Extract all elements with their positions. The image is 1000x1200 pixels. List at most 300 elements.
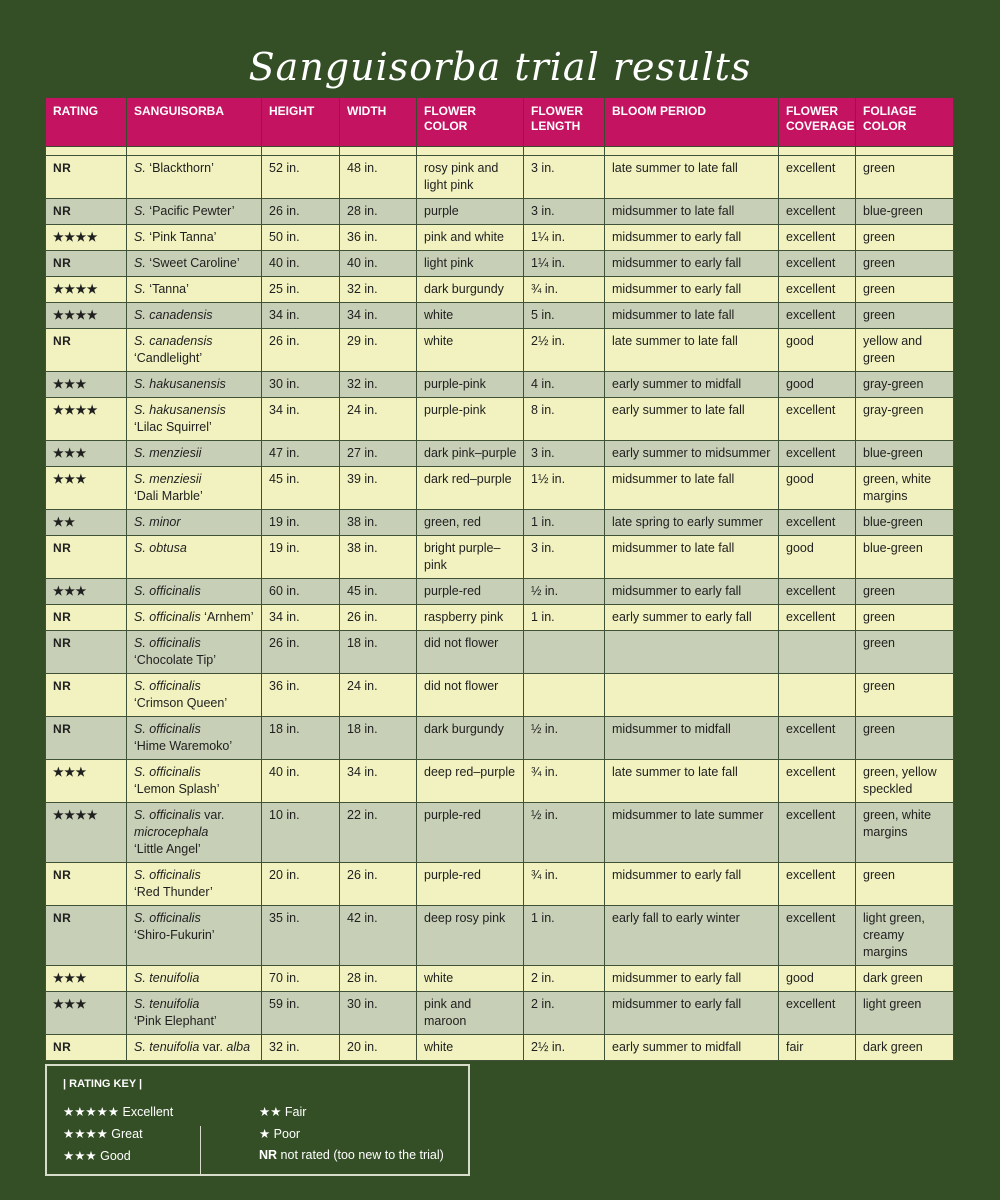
flower-length-cell: 1½ in. — [524, 467, 605, 510]
plant-name-part: S. officinalis — [134, 808, 201, 822]
rating-cell: ★★★ — [46, 966, 127, 992]
name-cell — [127, 277, 262, 303]
flower-color-cell: rosy pink and light pink — [417, 156, 524, 199]
foliage-color-cell: green — [856, 717, 954, 760]
rating-cell: NR — [46, 631, 127, 674]
flower-coverage-cell: excellent — [779, 156, 856, 199]
flower-coverage-cell: excellent — [779, 398, 856, 441]
width-cell: 27 in. — [340, 441, 417, 467]
plant-name-part: S. officinalis — [134, 868, 201, 882]
header-flower-length: FLOWER LENGTH — [524, 98, 605, 147]
spacer-cell — [524, 147, 605, 156]
table-row — [46, 441, 954, 467]
width-cell: 30 in. — [340, 992, 417, 1035]
bloom-period-cell: midsummer to late fall — [605, 467, 779, 510]
foliage-color-cell: blue-green — [856, 199, 954, 225]
height-cell: 35 in. — [262, 906, 340, 966]
plant-name-part: S. hakusanensis — [134, 377, 226, 391]
flower-color-cell: purple-pink — [417, 398, 524, 441]
rating-key-great: ★★★★ Great — [63, 1127, 143, 1141]
height-cell: 30 in. — [262, 372, 340, 398]
plant-name-part: S. officinalis — [134, 679, 201, 693]
rating-cell: NR — [46, 536, 127, 579]
flower-length-cell: 8 in. — [524, 398, 605, 441]
rating-cell: ★★★ — [46, 441, 127, 467]
table-row — [46, 1035, 954, 1061]
flower-coverage-cell: excellent — [779, 579, 856, 605]
plant-name-part: S. tenuifolia — [134, 997, 200, 1011]
bloom-period-cell: midsummer to early fall — [605, 251, 779, 277]
flower-length-cell — [524, 674, 605, 717]
header-spacer-row — [46, 147, 954, 156]
bloom-period-cell: midsummer to midfall — [605, 717, 779, 760]
foliage-color-cell: yellow and green — [856, 329, 954, 372]
flower-length-cell: 1 in. — [524, 906, 605, 966]
flower-length-cell: 3 in. — [524, 441, 605, 467]
rating-cell: NR — [46, 1035, 127, 1061]
table-row — [46, 966, 954, 992]
rating-key-box — [45, 1064, 470, 1176]
width-cell: 34 in. — [340, 760, 417, 803]
bloom-period-cell: early fall to early winter — [605, 906, 779, 966]
flower-color-cell: did not flower — [417, 631, 524, 674]
plant-name-part: S. obtusa — [134, 541, 187, 555]
width-cell: 32 in. — [340, 372, 417, 398]
plant-name-part: S. menziesii — [134, 446, 202, 460]
bloom-period-cell — [605, 674, 779, 717]
flower-coverage-cell: good — [779, 536, 856, 579]
height-cell: 47 in. — [262, 441, 340, 467]
spacer-cell — [605, 147, 779, 156]
table-row — [46, 674, 954, 717]
table-row — [46, 717, 954, 760]
width-cell: 38 in. — [340, 510, 417, 536]
foliage-color-cell: light green, creamy margins — [856, 906, 954, 966]
rating-cell: ★★★★ — [46, 277, 127, 303]
plant-name-part: S. hakusanensis — [134, 403, 226, 417]
height-cell: 60 in. — [262, 579, 340, 605]
width-cell: 28 in. — [340, 199, 417, 225]
plant-name-part: ‘Pink Elephant’ — [134, 1014, 217, 1028]
plant-name-part: ‘Hime Waremoko’ — [134, 739, 233, 753]
plant-name-part: S. — [134, 204, 146, 218]
plant-name-part: S. officinalis — [134, 722, 201, 736]
plant-name-part: S. officinalis — [134, 765, 201, 779]
flower-color-cell: purple-red — [417, 803, 524, 863]
table-row — [46, 803, 954, 863]
rating-cell: NR — [46, 717, 127, 760]
plant-name-part: ‘Blackthorn’ — [145, 161, 214, 175]
table-row — [46, 760, 954, 803]
height-cell: 40 in. — [262, 251, 340, 277]
flower-length-cell: ¾ in. — [524, 760, 605, 803]
bloom-period-cell: midsummer to early fall — [605, 992, 779, 1035]
table-row — [46, 156, 954, 199]
flower-color-cell: white — [417, 329, 524, 372]
flower-color-cell: pink and maroon — [417, 992, 524, 1035]
plant-name-part: var. — [199, 1040, 227, 1054]
flower-length-cell: ½ in. — [524, 803, 605, 863]
foliage-color-cell: green, white margins — [856, 803, 954, 863]
name-cell — [127, 441, 262, 467]
flower-color-cell: raspberry pink — [417, 605, 524, 631]
rating-cell: ★★★ — [46, 579, 127, 605]
rating-cell: NR — [46, 251, 127, 277]
rating-cell: NR — [46, 605, 127, 631]
width-cell: 45 in. — [340, 579, 417, 605]
bloom-period-cell — [605, 631, 779, 674]
height-cell: 50 in. — [262, 225, 340, 251]
flower-coverage-cell: excellent — [779, 605, 856, 631]
flower-coverage-cell: excellent — [779, 251, 856, 277]
width-cell: 28 in. — [340, 966, 417, 992]
foliage-color-cell: light green — [856, 992, 954, 1035]
height-cell: 36 in. — [262, 674, 340, 717]
foliage-color-cell: green — [856, 579, 954, 605]
plant-name-part: ‘Pink Tanna’ — [145, 230, 217, 244]
flower-coverage-cell: fair — [779, 1035, 856, 1061]
table-row — [46, 277, 954, 303]
header-flower-color: FLOWER COLOR — [417, 98, 524, 147]
plant-name-part: S. canadensis — [134, 334, 213, 348]
flower-color-cell: dark red–purple — [417, 467, 524, 510]
rating-cell: ★★★ — [46, 760, 127, 803]
flower-length-cell: 1¼ in. — [524, 225, 605, 251]
plant-name-part: ‘Little Angel’ — [134, 842, 201, 856]
rating-key-good: ★★★ Good — [63, 1149, 131, 1163]
flower-coverage-cell: excellent — [779, 992, 856, 1035]
bloom-period-cell: midsummer to early fall — [605, 225, 779, 251]
rating-cell: NR — [46, 863, 127, 906]
flower-coverage-cell: good — [779, 467, 856, 510]
flower-length-cell: 3 in. — [524, 156, 605, 199]
bloom-period-cell: late summer to late fall — [605, 156, 779, 199]
name-cell — [127, 966, 262, 992]
name-cell — [127, 199, 262, 225]
flower-color-cell: purple-pink — [417, 372, 524, 398]
spacer-cell — [262, 147, 340, 156]
rating-key-poor: ★ Poor — [259, 1127, 301, 1141]
flower-coverage-cell: excellent — [779, 510, 856, 536]
flower-length-cell: 1 in. — [524, 605, 605, 631]
header-height: HEIGHT — [262, 98, 340, 147]
plant-name-part: ‘Chocolate Tip’ — [134, 653, 216, 667]
name-cell — [127, 329, 262, 372]
plant-name-part: S. tenuifolia — [134, 971, 200, 985]
height-cell: 52 in. — [262, 156, 340, 199]
flower-coverage-cell: excellent — [779, 277, 856, 303]
plant-name-part: S. — [134, 230, 146, 244]
rating-cell: NR — [46, 329, 127, 372]
flower-length-cell: 5 in. — [524, 303, 605, 329]
foliage-color-cell: green — [856, 156, 954, 199]
flower-length-cell — [524, 631, 605, 674]
flower-color-cell: dark burgundy — [417, 717, 524, 760]
flower-coverage-cell: excellent — [779, 441, 856, 467]
header-flower-coverage: FLOWER COVERAGE — [779, 98, 856, 147]
name-cell — [127, 225, 262, 251]
flower-color-cell: purple — [417, 199, 524, 225]
flower-color-cell: dark pink–purple — [417, 441, 524, 467]
bloom-period-cell: midsummer to early fall — [605, 579, 779, 605]
flower-color-cell: white — [417, 1035, 524, 1061]
bloom-period-cell: midsummer to late fall — [605, 536, 779, 579]
height-cell: 70 in. — [262, 966, 340, 992]
flower-coverage-cell — [779, 631, 856, 674]
width-cell: 38 in. — [340, 536, 417, 579]
flower-coverage-cell: good — [779, 372, 856, 398]
header-rating: RATING — [46, 98, 127, 147]
foliage-color-cell: gray-green — [856, 372, 954, 398]
flower-coverage-cell: good — [779, 329, 856, 372]
rating-cell: ★★★★ — [46, 803, 127, 863]
height-cell: 59 in. — [262, 992, 340, 1035]
width-cell: 32 in. — [340, 277, 417, 303]
header-foliage-color: FOLIAGE COLOR — [856, 98, 954, 147]
width-cell: 20 in. — [340, 1035, 417, 1061]
table-row — [46, 992, 954, 1035]
height-cell: 26 in. — [262, 329, 340, 372]
flower-length-cell: 4 in. — [524, 372, 605, 398]
table-row — [46, 863, 954, 906]
plant-name-part: S. officinalis — [134, 636, 201, 650]
height-cell: 20 in. — [262, 863, 340, 906]
plant-name-part: ‘Pacific Pewter’ — [145, 204, 235, 218]
flower-color-cell: purple-red — [417, 579, 524, 605]
width-cell: 22 in. — [340, 803, 417, 863]
plant-name-part: S. officinalis — [134, 610, 201, 624]
spacer-cell — [779, 147, 856, 156]
foliage-color-cell: green — [856, 225, 954, 251]
foliage-color-cell: green — [856, 303, 954, 329]
plant-name-part: var. — [200, 808, 225, 822]
flower-length-cell: ½ in. — [524, 717, 605, 760]
name-cell — [127, 863, 262, 906]
table-row — [46, 225, 954, 251]
bloom-period-cell: midsummer to late fall — [605, 303, 779, 329]
height-cell: 26 in. — [262, 199, 340, 225]
height-cell: 34 in. — [262, 398, 340, 441]
height-cell: 18 in. — [262, 717, 340, 760]
table-row — [46, 329, 954, 372]
height-cell: 25 in. — [262, 277, 340, 303]
plant-name-part: S. — [134, 256, 146, 270]
name-cell — [127, 510, 262, 536]
rating-cell: ★★ — [46, 510, 127, 536]
flower-length-cell: 3 in. — [524, 199, 605, 225]
plant-name-part: ‘Red Thunder’ — [134, 885, 213, 899]
flower-coverage-cell: excellent — [779, 199, 856, 225]
name-cell — [127, 717, 262, 760]
flower-coverage-cell: excellent — [779, 760, 856, 803]
table-header-row — [46, 98, 954, 147]
flower-color-cell: white — [417, 966, 524, 992]
foliage-color-cell: green — [856, 863, 954, 906]
flower-color-cell: purple-red — [417, 863, 524, 906]
foliage-color-cell: green, white margins — [856, 467, 954, 510]
rating-key-excellent: ★★★★★ Excellent — [63, 1105, 174, 1119]
width-cell: 39 in. — [340, 467, 417, 510]
plant-name-part: ‘Arnhem’ — [200, 610, 254, 624]
name-cell — [127, 579, 262, 605]
name-cell — [127, 605, 262, 631]
height-cell: 10 in. — [262, 803, 340, 863]
flower-color-cell: dark burgundy — [417, 277, 524, 303]
spacer-cell — [340, 147, 417, 156]
name-cell — [127, 303, 262, 329]
bloom-period-cell: early summer to early fall — [605, 605, 779, 631]
rating-cell: ★★★ — [46, 467, 127, 510]
name-cell — [127, 906, 262, 966]
plant-name-part: S. — [134, 282, 146, 296]
plant-name-part: ‘Lilac Squirrel’ — [134, 420, 212, 434]
plant-name-part: ‘Lemon Splash’ — [134, 782, 220, 796]
plant-name-part: alba — [226, 1040, 251, 1054]
foliage-color-cell: green — [856, 251, 954, 277]
flower-color-cell: white — [417, 303, 524, 329]
plant-name-part: ‘Candlelight’ — [134, 351, 203, 365]
foliage-color-cell: dark green — [856, 966, 954, 992]
plant-name-part: S. minor — [134, 515, 181, 529]
table-row — [46, 303, 954, 329]
name-cell — [127, 631, 262, 674]
foliage-color-cell: blue-green — [856, 536, 954, 579]
height-cell: 26 in. — [262, 631, 340, 674]
flower-coverage-cell: excellent — [779, 303, 856, 329]
width-cell: 40 in. — [340, 251, 417, 277]
name-cell — [127, 760, 262, 803]
name-cell — [127, 156, 262, 199]
name-cell — [127, 992, 262, 1035]
height-cell: 40 in. — [262, 760, 340, 803]
rating-key-nr-text: not rated (too new to the trial) — [277, 1148, 444, 1162]
flower-coverage-cell: good — [779, 966, 856, 992]
table-row — [46, 906, 954, 966]
flower-coverage-cell: excellent — [779, 803, 856, 863]
bloom-period-cell: early summer to late fall — [605, 398, 779, 441]
flower-length-cell: 2½ in. — [524, 1035, 605, 1061]
spacer-cell — [856, 147, 954, 156]
bloom-period-cell: late summer to late fall — [605, 329, 779, 372]
plant-name-part: S. menziesii — [134, 472, 202, 486]
flower-coverage-cell: excellent — [779, 225, 856, 251]
name-cell — [127, 803, 262, 863]
rating-key-nr-label: NR — [259, 1148, 278, 1162]
table-row — [46, 510, 954, 536]
height-cell: 34 in. — [262, 303, 340, 329]
flower-coverage-cell: excellent — [779, 717, 856, 760]
rating-cell: ★★★★ — [46, 303, 127, 329]
rating-cell: NR — [46, 906, 127, 966]
header-width: WIDTH — [340, 98, 417, 147]
flower-length-cell: ½ in. — [524, 579, 605, 605]
plant-name-part: microcephala — [134, 825, 209, 839]
rating-key-not-rated — [259, 1148, 444, 1162]
flower-color-cell: deep red–purple — [417, 760, 524, 803]
name-cell — [127, 398, 262, 441]
width-cell: 24 in. — [340, 674, 417, 717]
plant-name-part: S. officinalis — [134, 584, 201, 598]
rating-key-fair: ★★ Fair — [259, 1105, 307, 1119]
flower-coverage-cell: excellent — [779, 906, 856, 966]
height-cell: 45 in. — [262, 467, 340, 510]
table-row — [46, 251, 954, 277]
bloom-period-cell: midsummer to early fall — [605, 966, 779, 992]
foliage-color-cell: blue-green — [856, 510, 954, 536]
width-cell: 48 in. — [340, 156, 417, 199]
flower-color-cell: bright purple–pink — [417, 536, 524, 579]
flower-length-cell: 2½ in. — [524, 329, 605, 372]
name-cell — [127, 536, 262, 579]
bloom-period-cell: early summer to midsummer — [605, 441, 779, 467]
name-cell — [127, 1035, 262, 1061]
table-row — [46, 631, 954, 674]
table-row — [46, 605, 954, 631]
foliage-color-cell: green — [856, 631, 954, 674]
trial-results-table — [45, 97, 954, 1061]
table-row — [46, 467, 954, 510]
flower-length-cell: ¾ in. — [524, 863, 605, 906]
rating-cell: ★★★★ — [46, 398, 127, 441]
flower-length-cell: 2 in. — [524, 992, 605, 1035]
plant-name-part: S. — [134, 161, 146, 175]
foliage-color-cell: green, yellow speckled — [856, 760, 954, 803]
bloom-period-cell: midsummer to early fall — [605, 277, 779, 303]
table-body — [46, 147, 954, 1061]
plant-name-part: ‘Dali Marble’ — [134, 489, 203, 503]
foliage-color-cell: blue-green — [856, 441, 954, 467]
spacer-cell — [46, 147, 127, 156]
foliage-color-cell: gray-green — [856, 398, 954, 441]
height-cell: 34 in. — [262, 605, 340, 631]
rating-cell: NR — [46, 199, 127, 225]
rating-cell: NR — [46, 674, 127, 717]
foliage-color-cell: dark green — [856, 1035, 954, 1061]
rating-cell: NR — [46, 156, 127, 199]
width-cell: 18 in. — [340, 631, 417, 674]
flower-length-cell: 3 in. — [524, 536, 605, 579]
width-cell: 34 in. — [340, 303, 417, 329]
plant-name-part: ‘Sweet Caroline’ — [145, 256, 240, 270]
foliage-color-cell: green — [856, 605, 954, 631]
flower-coverage-cell — [779, 674, 856, 717]
spacer-cell — [417, 147, 524, 156]
flower-color-cell: light pink — [417, 251, 524, 277]
rating-cell: ★★★★ — [46, 225, 127, 251]
name-cell — [127, 467, 262, 510]
width-cell: 26 in. — [340, 605, 417, 631]
plant-name-part: ‘Crimson Queen’ — [134, 696, 228, 710]
table-row — [46, 579, 954, 605]
flower-length-cell: 2 in. — [524, 966, 605, 992]
flower-color-cell: deep rosy pink — [417, 906, 524, 966]
bloom-period-cell: midsummer to late fall — [605, 199, 779, 225]
bloom-period-cell: early summer to midfall — [605, 372, 779, 398]
plant-name-part: S. officinalis — [134, 911, 201, 925]
header-sanguisorba: SANGUISORBA — [127, 98, 262, 147]
foliage-color-cell: green — [856, 674, 954, 717]
plant-name-part: ‘Tanna’ — [145, 282, 189, 296]
page-title: Sanguisorba trial results — [248, 45, 752, 89]
table-row — [46, 536, 954, 579]
bloom-period-cell: midsummer to early fall — [605, 863, 779, 906]
name-cell — [127, 674, 262, 717]
bloom-period-cell: late summer to late fall — [605, 760, 779, 803]
table-row — [46, 398, 954, 441]
name-cell — [127, 251, 262, 277]
height-cell: 19 in. — [262, 510, 340, 536]
foliage-color-cell: green — [856, 277, 954, 303]
